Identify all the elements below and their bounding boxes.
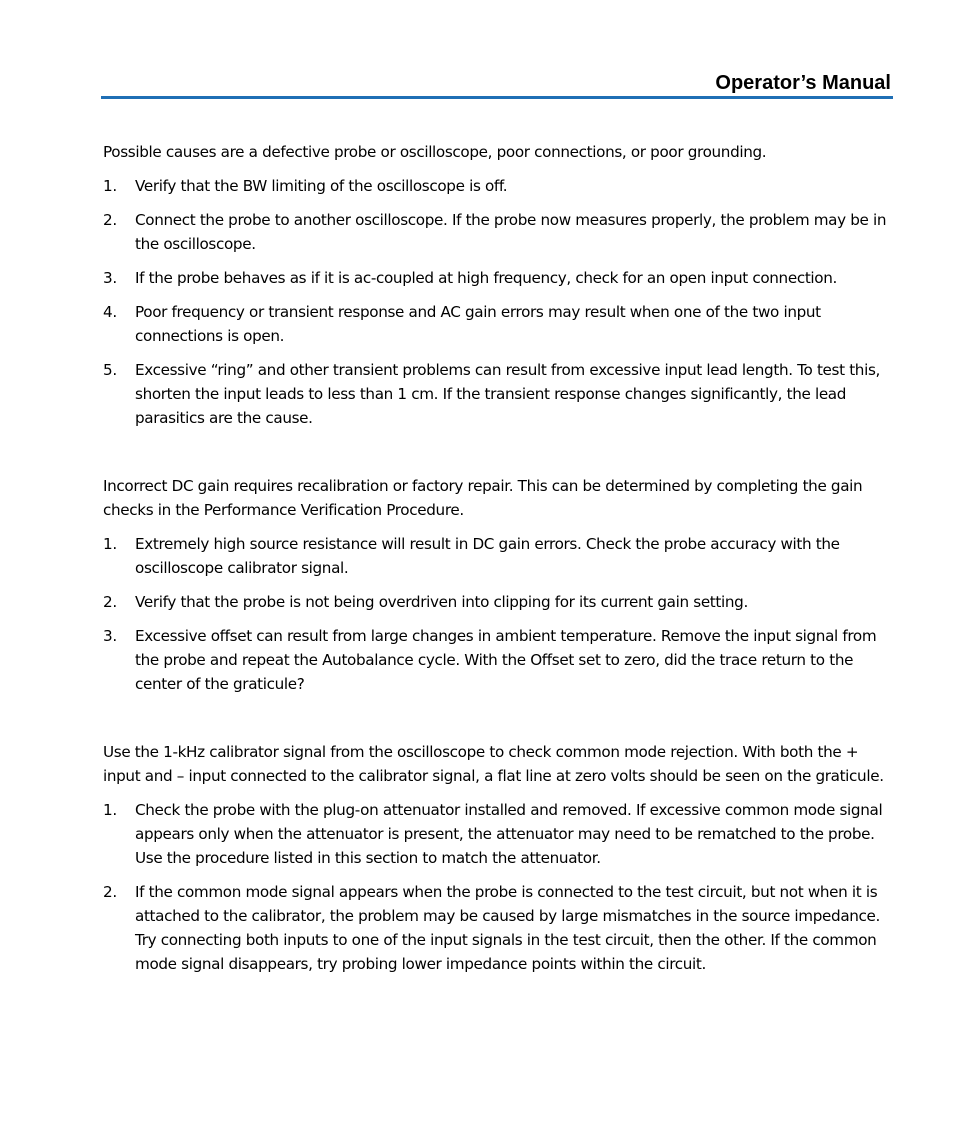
section-intro: Use the 1-kHz calibrator signal from the oscilloscope to check common mode rejection. With both the + input and – input connected to the calibrator signal, a flat line at zero volts should be seen on the graticule. bbox=[103, 743, 884, 785]
item-text: Excessive offset can result from large changes in ambient temperature. Remove the input signal from the probe and repeat the Autobalance cycle. With the Offset set to zero, did the trace return to the center of the graticule? bbox=[135, 627, 877, 693]
list-item bbox=[103, 798, 893, 870]
item-text: Verify that the BW limiting of the oscilloscope is off. bbox=[135, 177, 508, 195]
numbered-list bbox=[103, 798, 893, 976]
item-number: 2. bbox=[103, 593, 117, 611]
item-text: Excessive “ring” and other transient problems can result from excessive input lead length. To test this, shorten the input leads to less than 1 cm. If the transient response changes significantly, the lead parasitics are the cause. bbox=[135, 361, 880, 427]
numbered-list bbox=[103, 532, 893, 696]
section-probe-problems bbox=[103, 140, 893, 430]
item-number: 3. bbox=[103, 627, 117, 645]
item-number: 3. bbox=[103, 269, 117, 287]
list-item bbox=[103, 532, 893, 580]
document-body bbox=[103, 140, 893, 976]
item-number: 1. bbox=[103, 801, 117, 819]
item-text: Poor frequency or transient response and AC gain errors may result when one of the two input connections is open. bbox=[135, 303, 821, 345]
item-number: 1. bbox=[103, 535, 117, 553]
item-text: If the common mode signal appears when the probe is connected to the test circuit, but not when it is attached to the calibrator, the problem may be caused by large mismatches in the source impedance. Try connecting both inputs to one of the input signals in the test circuit, then the other. If the common mode signal disappears, try probing lower impedance points within the circuit. bbox=[135, 883, 881, 973]
item-text: Check the probe with the plug-on attenuator installed and removed. If excessive common mode signal appears only when the attenuator is present, the attenuator may need to be rematched to the probe. Use the procedure listed in this section to match the attenuator. bbox=[135, 801, 883, 867]
item-text: Extremely high source resistance will result in DC gain errors. Check the probe accuracy with the oscilloscope calibrator signal. bbox=[135, 535, 840, 577]
section-intro: Possible causes are a defective probe or oscilloscope, poor connections, or poor grounding. bbox=[103, 143, 767, 161]
manual-title: Operator’s Manual bbox=[715, 72, 891, 94]
list-item bbox=[103, 590, 893, 614]
header-rule bbox=[101, 96, 893, 99]
section-dc-gain bbox=[103, 474, 893, 696]
list-item bbox=[103, 880, 893, 976]
list-item bbox=[103, 358, 893, 430]
item-number: 5. bbox=[103, 361, 117, 379]
list-item bbox=[103, 300, 893, 348]
page-header bbox=[101, 70, 893, 100]
section-intro: Incorrect DC gain requires recalibration or factory repair. This can be determined by completing the gain checks in the Performance Verification Procedure. bbox=[103, 477, 863, 519]
item-text: Verify that the probe is not being overdriven into clipping for its current gain setting. bbox=[135, 593, 748, 611]
item-number: 4. bbox=[103, 303, 117, 321]
item-number: 2. bbox=[103, 211, 117, 229]
list-item bbox=[103, 174, 893, 198]
section-common-mode bbox=[103, 740, 893, 976]
list-item bbox=[103, 208, 893, 256]
list-item bbox=[103, 624, 893, 696]
item-number: 1. bbox=[103, 177, 117, 195]
numbered-list bbox=[103, 174, 893, 430]
item-text: If the probe behaves as if it is ac-coupled at high frequency, check for an open input connection. bbox=[135, 269, 837, 287]
list-item bbox=[103, 266, 893, 290]
item-number: 2. bbox=[103, 883, 117, 901]
item-text: Connect the probe to another oscilloscope. If the probe now measures properly, the problem may be in the oscilloscope. bbox=[135, 211, 887, 253]
